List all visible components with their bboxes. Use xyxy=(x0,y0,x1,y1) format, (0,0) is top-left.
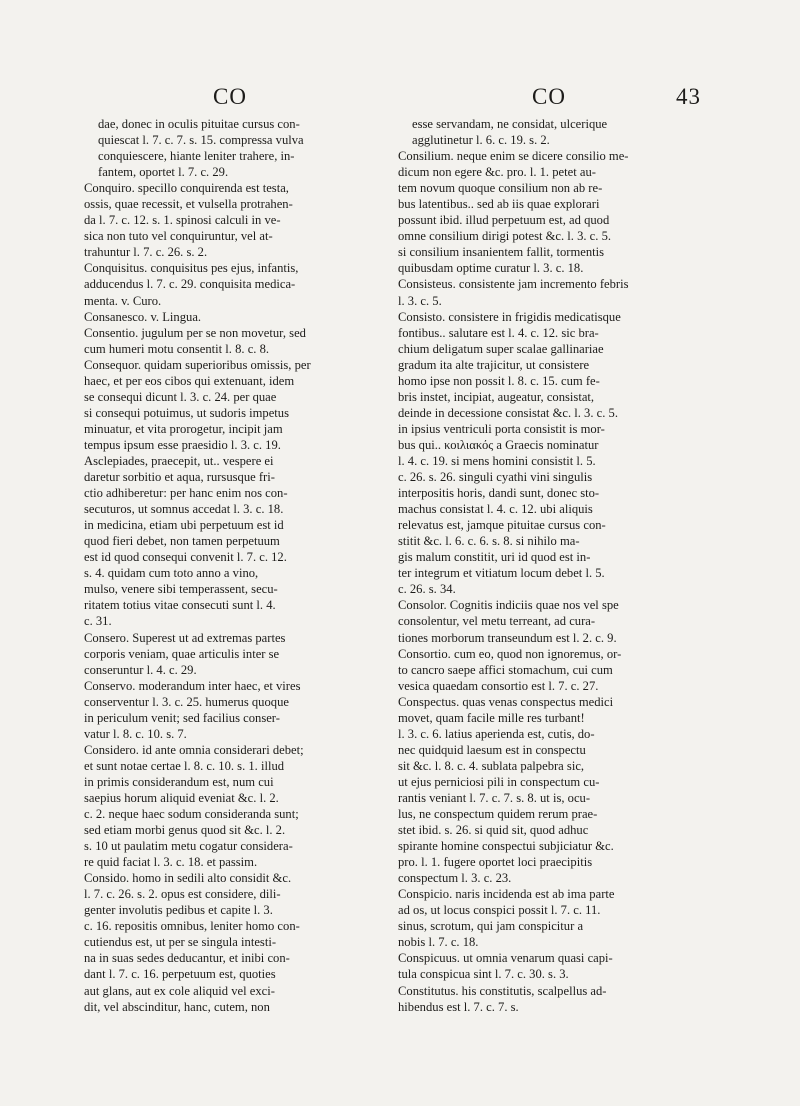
entry-line: cum humeri motu consentit l. 8. c. 8. xyxy=(84,341,270,356)
index-entry xyxy=(398,148,700,276)
entry-line: spirante homine conspectui subjiciatur &c. xyxy=(398,839,614,854)
left-column xyxy=(84,116,386,1015)
entry-line: in periculum venit; sed facilius conser- xyxy=(84,710,280,725)
entry-line: ossis, quae recessit, et vulsella protrahen- xyxy=(84,197,293,212)
entry-line: chium deligatum super scalae gallinariae xyxy=(398,341,604,356)
index-entry xyxy=(84,309,386,325)
entry-line: bris instet, incipiat, augeatur, consistat, xyxy=(398,389,595,404)
entry-line: pro. l. 1. fugere oportet loci praecipitis xyxy=(398,855,593,870)
index-entry xyxy=(398,950,700,982)
entry-line: se consequi dicunt l. 3. c. 24. per quae xyxy=(84,389,277,404)
index-entry xyxy=(84,325,386,357)
entry-line: quibusdam optime curatur l. 3. c. 18. xyxy=(398,261,584,276)
index-entry xyxy=(84,116,386,180)
entry-line: Consolor. Cognitis indiciis quae nos vel spe xyxy=(398,598,619,613)
entry-line: aut glans, aut ex cole aliquid vel exci- xyxy=(84,983,275,998)
entry-line: in ipsius ventriculi porta consistit is mor- xyxy=(398,421,605,436)
entry-line: esse servandam, ne considat, ulcerique xyxy=(412,117,608,131)
entry-line: Conspectus. quas venas conspectus medici xyxy=(398,694,614,709)
entry-line: Conservo. moderandum inter haec, et vires xyxy=(84,678,301,693)
entry-line: stitit &c. l. 6. c. 6. s. 8. si nihilo ma- xyxy=(398,534,580,549)
entry-line: adducendus l. 7. c. 29. conquisita medica- xyxy=(84,277,296,292)
entry-line: Consisto. consistere in frigidis medicatisque xyxy=(398,309,621,324)
entry-line: et sunt notae certae l. 8. c. 10. s. 1. illud xyxy=(84,758,285,773)
entry-line: ctio adhiberetur: per hanc enim nos con- xyxy=(84,486,288,501)
entry-line: deinde in decessione consistat &c. l. 3. c. 5. xyxy=(398,405,618,420)
entry-line: l. 3. c. 5. xyxy=(398,293,442,308)
entry-line: consolentur, vel metu terreant, ad cura- xyxy=(398,614,596,629)
entry-line: rantis veniant l. 7. c. 7. s. 8. ut is, ocu- xyxy=(398,790,591,805)
entry-line: quiescat l. 7. c. 7. s. 15. compressa vulva xyxy=(98,133,304,148)
entry-line: l. 3. c. 6. latius aperienda est, cutis, do- xyxy=(398,726,595,741)
entry-line: s. 10 ut paulatim metu cogatur considera- xyxy=(84,839,293,854)
entry-line: cutiendus est, ut per se singula intesti- xyxy=(84,935,277,950)
entry-line: dae, donec in oculis pituitae cursus con- xyxy=(98,117,300,131)
entry-line: omne consilium dirigi potest &c. l. 3. c. 5. xyxy=(398,229,612,244)
entry-line: conquiescere, hiante leniter trahere, in- xyxy=(98,149,295,164)
entry-line: sed etiam morbi genus quod sit &c. l. 2. xyxy=(84,823,286,838)
entry-line: fantem, oportet l. 7. c. 29. xyxy=(98,165,229,180)
index-entry xyxy=(84,260,386,308)
index-entry xyxy=(398,276,700,308)
entry-line: Consanesco. v. Lingua. xyxy=(84,309,202,324)
entry-line: Consequor. quidam superioribus omissis, per xyxy=(84,357,311,372)
index-entry xyxy=(398,309,700,598)
entry-line: c. 26. s. 34. xyxy=(398,582,456,597)
entry-line: na in suas sedes deducantur, et inibi con- xyxy=(84,951,290,966)
entry-line: to cancro saepe affici stomachum, cui cum xyxy=(398,662,613,677)
entry-line: movet, quam facile mille res turbant! xyxy=(398,710,585,725)
running-head-left: CO xyxy=(213,84,247,109)
entry-line: est id quod consequi convenit l. 7. c. 12. xyxy=(84,550,287,565)
entry-line: nobis l. 7. c. 18. xyxy=(398,935,479,950)
entry-line: interpositis horis, dandi sunt, donec sto- xyxy=(398,486,600,501)
right-column xyxy=(398,116,700,1015)
entry-line: machus consistat l. 4. c. 12. ubi aliquis xyxy=(398,502,593,517)
entry-line: nec quidquid laesum est in conspectu xyxy=(398,742,586,757)
entry-line: Consero. Superest ut ad extremas partes xyxy=(84,630,286,645)
entry-line: in primis considerandum est, num cui xyxy=(84,774,274,789)
index-entry xyxy=(398,116,700,148)
entry-line: daretur sorbitio et aqua, rursusque fri- xyxy=(84,470,275,485)
entry-line: homo ipse non possit l. 8. c. 15. cum fe- xyxy=(398,373,600,388)
entry-line: Consortio. cum eo, quod non ignoremus, or- xyxy=(398,646,622,661)
entry-line: in medicina, etiam ubi perpetuum est id xyxy=(84,518,284,533)
entry-line: ad os, ut locus conspici possit l. 7. c. 11. xyxy=(398,903,601,918)
index-entry xyxy=(84,180,386,260)
entry-line: corporis veniam, quae articulis inter se xyxy=(84,646,280,661)
entry-line: ut ejus perniciosi pili in conspectum cu- xyxy=(398,774,600,789)
running-head-right: CO xyxy=(532,84,566,109)
entry-line: sica non tuto vel conquiruntur, vel at- xyxy=(84,229,273,244)
entry-line: relevatus est, jamque pituitae cursus con- xyxy=(398,518,606,533)
entry-line: c. 16. repositis omnibus, leniter homo con- xyxy=(84,919,300,934)
entry-line: tiones morborum transeundum est l. 2. c. 9. xyxy=(398,630,617,645)
entry-line: Constitutus. his constitutis, scalpellus ad- xyxy=(398,983,607,998)
entry-line: Consisteus. consistente jam incremento febris xyxy=(398,277,629,292)
entry-line: haec, et per eos cibos qui extenuant, idem xyxy=(84,373,295,388)
entry-line: agglutinetur l. 6. c. 19. s. 2. xyxy=(412,133,550,148)
index-entry xyxy=(398,646,700,694)
page-number: 43 xyxy=(676,84,701,109)
entry-line: ter integrum et vitiatum locum debet l. 5. xyxy=(398,566,605,581)
entry-line: conserventur l. 3. c. 25. humerus quoque xyxy=(84,694,289,709)
entry-line: saepius horum aliquid eveniat &c. l. 2. xyxy=(84,790,279,805)
entry-line: vesica quaedam consortio est l. 7. c. 27. xyxy=(398,678,599,693)
entry-line: menta. v. Curo. xyxy=(84,293,162,308)
entry-line: fontibus.. salutare est l. 4. c. 12. sic bra- xyxy=(398,325,599,340)
entry-line: sit &c. l. 8. c. 4. sublata palpebra sic, xyxy=(398,758,585,773)
entry-line: dant l. 7. c. 16. perpetuum est, quoties xyxy=(84,967,276,982)
index-entry xyxy=(84,870,386,1014)
entry-line: re quid faciat l. 3. c. 18. et passim. xyxy=(84,855,258,870)
entry-line: trahuntur l. 7. c. 26. s. 2. xyxy=(84,245,208,260)
entry-line: tem novum quoque consilium non ab re- xyxy=(398,181,603,196)
entry-line: mulso, venere sibi temperassent, secu- xyxy=(84,582,278,597)
entry-line: vatur l. 8. c. 10. s. 7. xyxy=(84,726,187,741)
entry-line: dicum non egere &c. pro. l. 1. petet au- xyxy=(398,165,596,180)
index-entry xyxy=(84,357,386,630)
entry-line: bus qui.. κοιλιακός a Graecis nominatur xyxy=(398,437,599,452)
entry-line: sinus, scrotum, qui jam conspicitur a xyxy=(398,919,584,934)
entry-line: conspectum l. 3. c. 23. xyxy=(398,871,512,886)
entry-line: Consido. homo in sedili alto considit &c. xyxy=(84,871,292,886)
index-entry xyxy=(84,678,386,742)
entry-line: Considero. id ante omnia considerari debet; xyxy=(84,742,304,757)
entry-line: gradum ita alte trajicitur, ut consistere xyxy=(398,357,590,372)
index-entry xyxy=(398,597,700,645)
index-entry xyxy=(84,630,386,678)
entry-line: si consilium insanientem fallit, tormentis xyxy=(398,245,605,260)
entry-line: si consequi potuimus, ut sudoris impetus xyxy=(84,405,289,420)
entry-line: secuturos, ut somnus accedat l. 3. c. 18. xyxy=(84,502,284,517)
index-entry xyxy=(398,694,700,887)
index-entry xyxy=(398,886,700,950)
entry-line: Conquisitus. conquisitus pes ejus, infantis, xyxy=(84,261,299,276)
entry-line: Conspicuus. ut omnia venarum quasi capi- xyxy=(398,951,613,966)
entry-line: s. 4. quidam cum toto anno a vino, xyxy=(84,566,259,581)
entry-line: quod fieri debet, non tamen perpetuum xyxy=(84,534,280,549)
entry-line: possunt ibid. illud perpetuum est, ad quod xyxy=(398,213,610,228)
entry-line: lus, ne conspectum quidem rerum prae- xyxy=(398,807,598,822)
entry-line: Conquiro. specillo conquirenda est testa, xyxy=(84,181,289,196)
entry-line: l. 4. c. 19. si mens homini consistit l. 5. xyxy=(398,453,596,468)
entry-line: Asclepiades, praecepit, ut.. vespere ei xyxy=(84,453,274,468)
entry-line: c. 2. neque haec sodum consideranda sunt; xyxy=(84,807,299,822)
entry-line: c. 26. s. 26. singuli cyathi vini singulis xyxy=(398,470,593,485)
index-entry xyxy=(84,742,386,870)
entry-line: conseruntur l. 4. c. 29. xyxy=(84,662,197,677)
entry-line: gis malum constitit, uri id quod est in- xyxy=(398,550,591,565)
index-entry xyxy=(398,983,700,1015)
entry-line: stet ibid. s. 26. si quid sit, quod adhuc xyxy=(398,823,589,838)
entry-line: c. 31. xyxy=(84,614,112,629)
entry-line: Consilium. neque enim se dicere consilio me- xyxy=(398,149,629,164)
entry-line: dit, vel abscinditur, hanc, cutem, non xyxy=(84,999,270,1014)
entry-line: bus latentibus.. sed ab iis quae explorari xyxy=(398,197,600,212)
entry-line: tempus ipsum esse praesidio l. 3. c. 19. xyxy=(84,437,281,452)
entry-line: Consentio. jugulum per se non movetur, sed xyxy=(84,325,306,340)
entry-line: minuatur, et vita prorogetur, incipit jam xyxy=(84,421,283,436)
entry-line: ritatem totius vitae consecuti sunt l. 4. xyxy=(84,598,276,613)
entry-line: da l. 7. c. 12. s. 1. spinosi calculi in ve- xyxy=(84,213,281,228)
entry-line: hibendus est l. 7. c. 7. s. xyxy=(398,999,519,1014)
entry-line: l. 7. c. 26. s. 2. opus est considere, dili- xyxy=(84,887,281,902)
entry-line: tula conspicua sint l. 7. c. 30. s. 3. xyxy=(398,967,569,982)
entry-line: Conspicio. naris incidenda est ab ima parte xyxy=(398,887,615,902)
entry-line: genter involutis pedibus et capite l. 3. xyxy=(84,903,273,918)
